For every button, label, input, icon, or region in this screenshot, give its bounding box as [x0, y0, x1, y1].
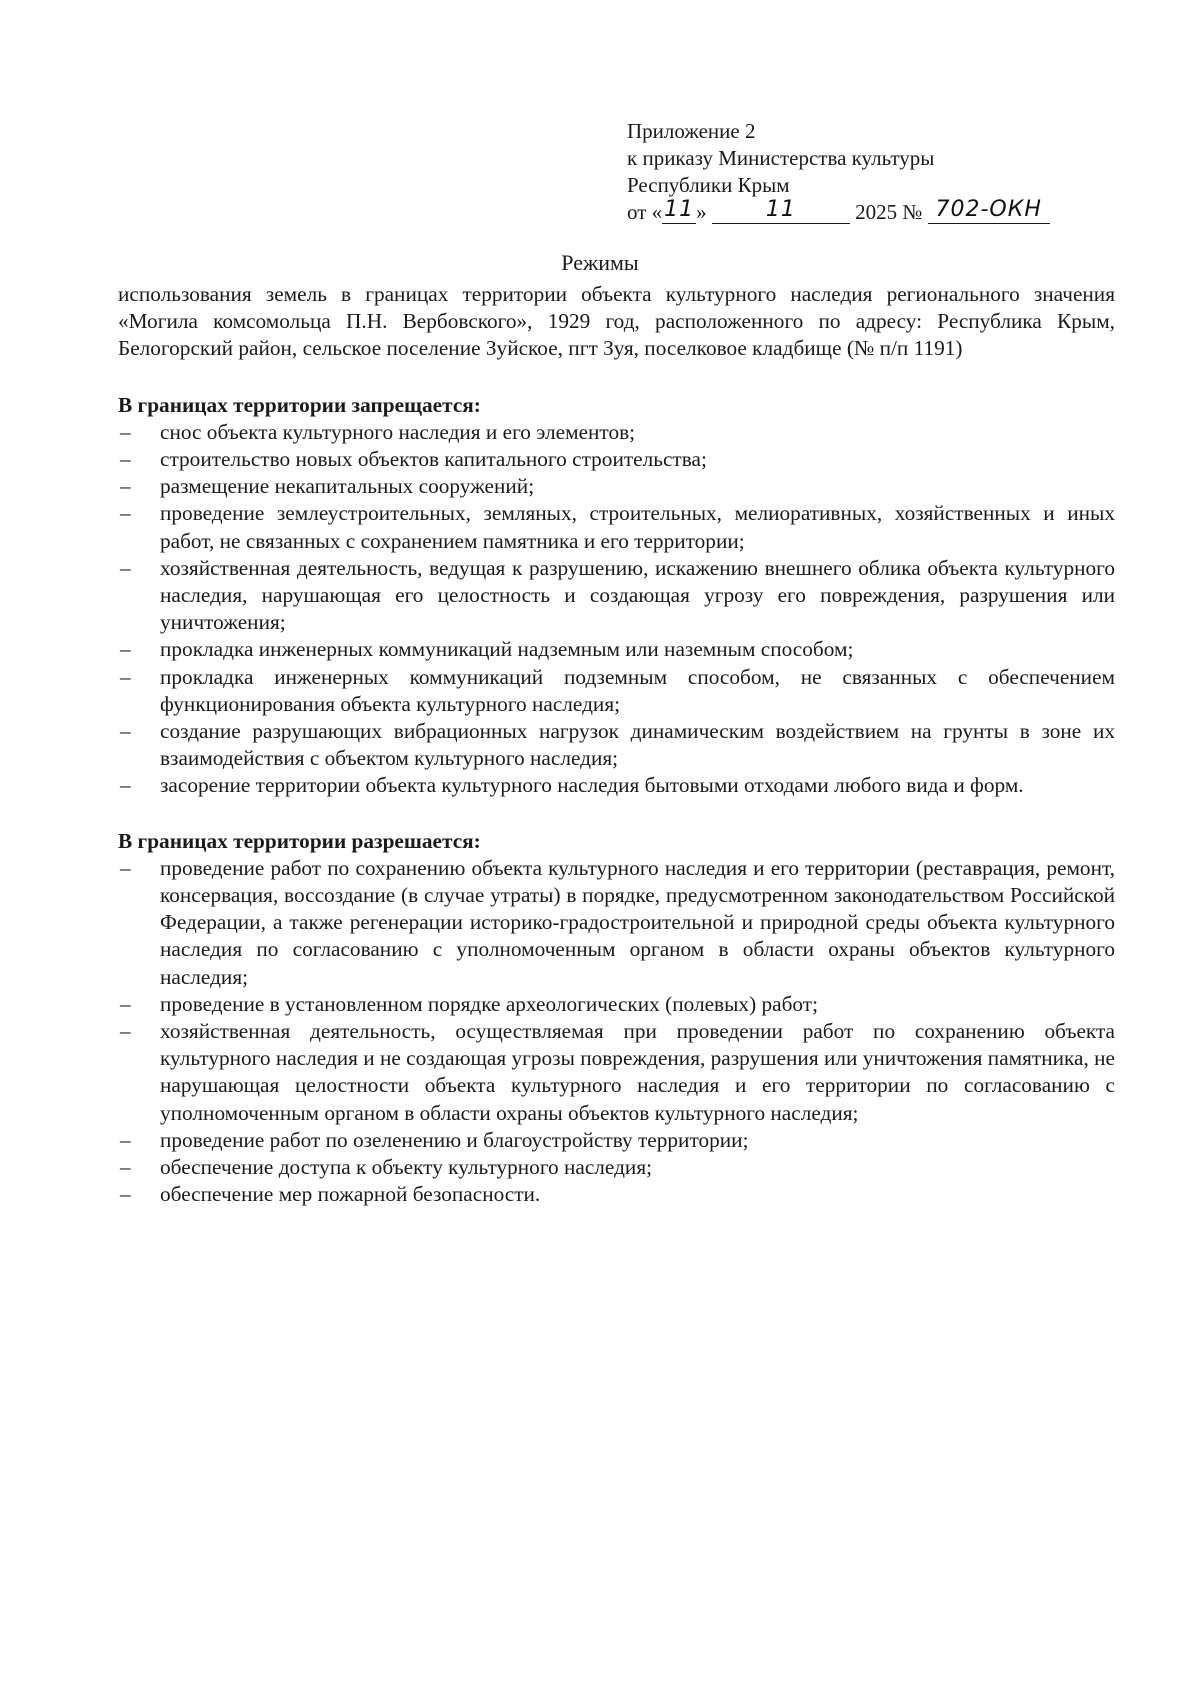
- allowed-heading: В границах территории разрешается:: [118, 828, 481, 853]
- allowed-item: – обеспечение мер пожарной безопасности.: [118, 1181, 1115, 1208]
- document-title: Режимы: [561, 250, 639, 275]
- prohibited-item: – прокладка инженерных коммуникаций надземным или наземным способом;: [118, 636, 1115, 663]
- order-number-handwritten: 702-ОКН: [935, 197, 1042, 222]
- allowed-item: – проведение в установленном порядке археологических (полевых) работ;: [118, 991, 1115, 1018]
- prohibited-item: – прокладка инженерных коммуникаций подземным способом, не связанных с обеспечением функционирования объекта культурного наследия;: [118, 664, 1115, 718]
- prohibited-heading: В границах территории запрещается:: [118, 392, 481, 417]
- allowed-item: – обеспечение доступа к объекту культурного наследия;: [118, 1154, 1115, 1181]
- prohibited-item: – засорение территории объекта культурного наследия бытовыми отходами любого вида и форм.: [118, 772, 1115, 799]
- prohibited-item: – проведение землеустроительных, земляных, строительных, мелиоративных, хозяйственных и иных работ, не связанных с сохранением памятника и его территории;: [118, 500, 1115, 554]
- date-month-field: [712, 199, 850, 224]
- prohibited-item: – строительство новых объектов капитального строительства;: [118, 446, 1115, 473]
- appendix-line-1: Приложение 2: [627, 119, 756, 143]
- date-year: 2025 №: [855, 200, 923, 224]
- date-day-field: [662, 199, 696, 224]
- date-prefix: от «: [627, 200, 663, 224]
- order-number-field: [928, 199, 1050, 224]
- date-month-handwritten: 11: [765, 197, 796, 222]
- allowed-item: – хозяйственная деятельность, осуществляемая при проведении работ по сохранению объекта культурного наследия и не создающая угрозы повреждения, разрушения или уничтожения памятника, не нарушающая целостности объекта культурного наследия и его территории по согласованию с уполномоченным органом в области охраны объектов культурного наследия;: [118, 1018, 1115, 1127]
- prohibited-item: – размещение некапитальных сооружений;: [118, 473, 1115, 500]
- prohibited-item: – снос объекта культурного наследия и его элементов;: [118, 419, 1115, 446]
- document-subtitle: использования земель в границах территории объекта культурного наследия регионального значения «Могила комсомольца П.Н. Вербовского», 1929 год, расположенного по адресу: Республика Крым, Белогорский район, сельское поселение Зуйское, пгт Зуя, поселковое кладбище (№ п/п 1191): [118, 282, 1115, 361]
- document-body: [118, 281, 1115, 1237]
- allowed-item: – проведение работ по озеленению и благоустройству территории;: [118, 1127, 1115, 1154]
- prohibited-item: – хозяйственная деятельность, ведущая к разрушению, искажению внешнего облика объекта культурного наследия, нарушающая его целостность и создающая угрозу его повреждения, разрушения или уничтожения;: [118, 555, 1115, 637]
- date-day-handwritten: 11: [664, 197, 695, 222]
- prohibited-list: [118, 419, 1115, 800]
- date-mid: »: [696, 200, 707, 224]
- appendix-line-2: к приказу Министерства культуры: [627, 146, 935, 170]
- appendix-date-line: [627, 199, 1107, 226]
- allowed-list: [118, 855, 1115, 1209]
- appendix-line-3: Республики Крым: [627, 173, 790, 197]
- appendix-header: [627, 118, 1107, 226]
- prohibited-item: – создание разрушающих вибрационных нагрузок динамическим воздействием на грунты в зоне их взаимодействия с объектом культурного наследия;: [118, 718, 1115, 772]
- allowed-item: – проведение работ по сохранению объекта культурного наследия и его территории (реставрация, ремонт, консервация, воссоздание (в случае утраты) в порядке, предусмотренном законодательством Российской Федерации, а также регенерации историко-градостроительной и природной среды объекта культурного наследия по согласованию с уполномоченным органом в области охраны объектов культурного наследия;: [118, 855, 1115, 991]
